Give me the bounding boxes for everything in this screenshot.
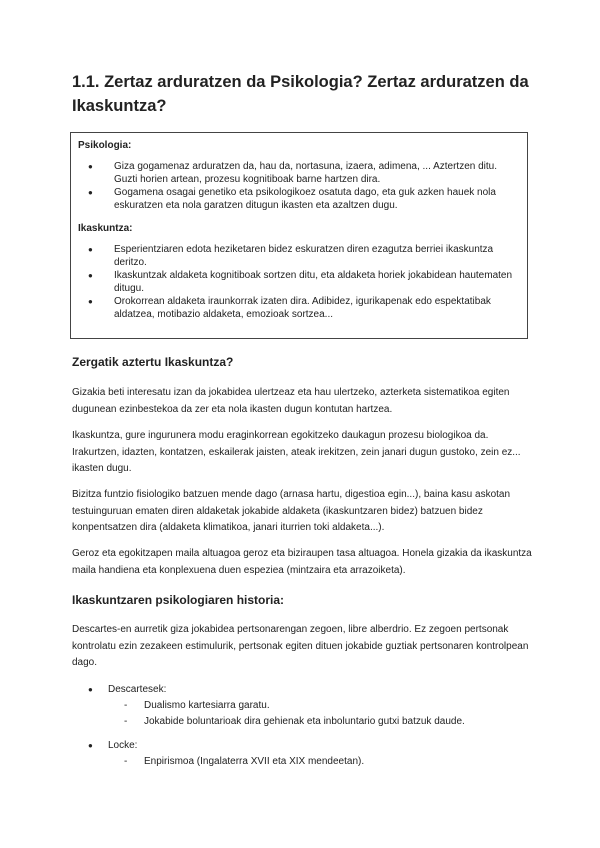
paragraph: Descartes-en aurretik giza jokabidea pertsonarengan zegoen, libre alberdrio. Ez zegoen pertsonak kontrolatu ezin zezakeen estimulurik, pertsonak egiten dituen jokabide guztiak pertsonaren kontrolpean dago.	[72, 624, 529, 668]
list-item-locke: ● Locke:	[72, 738, 532, 754]
sub-item: - Jokabide boluntarioak dira gehienak eta inboluntario gutxi batzuk daude.	[72, 714, 532, 730]
definitions-box	[70, 132, 528, 339]
section-heading-historia: Ikaskuntzaren psikologiaren historia:	[72, 593, 285, 607]
psikologia-list	[78, 160, 520, 212]
list-item: ● Gogamena osagai genetiko eta psikologikoez osatuta dago, eta guk azken hauek nola eskuratzen eta nola garatzen ditugun ikasten eta azaltzen dugu.	[78, 186, 520, 212]
list-item: ● Ikaskuntzak aldaketa kognitiboak sortzen ditu, eta aldaketa horiek jokabidean hautematen ditugu.	[78, 269, 520, 295]
ikaskuntza-list	[78, 243, 520, 321]
ikaskuntza-heading: Ikaskuntza:	[78, 223, 133, 234]
sub-item: - Dualismo kartesiarra garatu.	[72, 698, 532, 714]
locke-list	[72, 738, 532, 770]
list-item: ● Orokorrean aldaketa iraunkorrak izaten dira. Adibidez, igurikapenak edo espektatibak aldatzea, motibazio aldaketa, emozioak sortzea...	[78, 295, 520, 321]
page-title: 1.1. Zertaz arduratzen da Psikologia? Zertaz arduratzen da Ikaskuntza?	[72, 73, 529, 115]
paragraph: Ikaskuntza, gure ingurunera modu eraginkorrean egokitzeko daukagun prozesu biologikoa da. Irakurtzen, idazten, kontatzen, eskailerak jaisten, ateak irekitzen, zein janari dugun gustoko, zein ez... ikasten dugu.	[72, 430, 521, 474]
paragraph: Geroz eta egokitzapen maila altuagoa geroz eta biziraupen tasa altuagoa. Honela gizakia da ikaskuntza maila handiena eta konplexuena duen espeziea (mintzaira eta arrazoiketa).	[72, 548, 532, 576]
list-item-descartes: ● Descartesek:	[72, 682, 532, 698]
list-item: ● Esperientziaren edota heziketaren bidez eskuratzen diren ezagutza berriei ikaskuntza deritzo.	[78, 243, 520, 269]
paragraph: Bizitza funtzio fisiologiko batzuen mende dago (arnasa hartu, digestioa egin...), baina kasu askotan testuinguruan ematen diren aldaketak jokabide aldaketa (ikaskuntzaren bidez) batzuen bidez konpentsatzen dira (aldaketa klimatikoa, janari iturrien toki aldaketa...).	[72, 489, 511, 533]
sub-item: - Enpirismoa (Ingalaterra XVII eta XIX mendeetan).	[72, 754, 532, 770]
descartes-list	[72, 682, 532, 730]
list-item: ● Giza gogamenaz arduratzen da, hau da, nortasuna, izaera, adimena, ... Aztertzen ditu. Guzti horien artean, prozesu kognitiboak barne hartzen dira.	[78, 160, 520, 186]
paragraph: Gizakia beti interesatu izan da jokabidea ulertzeaz eta hau ulertzeko, azterketa sistematikoa egiten dugunean ezinbestekoa da zer eta nola ikasten dugun kontutan hartzea.	[72, 387, 510, 415]
section-heading-zergatik: Zergatik aztertu Ikaskuntza?	[72, 355, 234, 369]
psikologia-heading: Psikologia:	[78, 140, 132, 151]
